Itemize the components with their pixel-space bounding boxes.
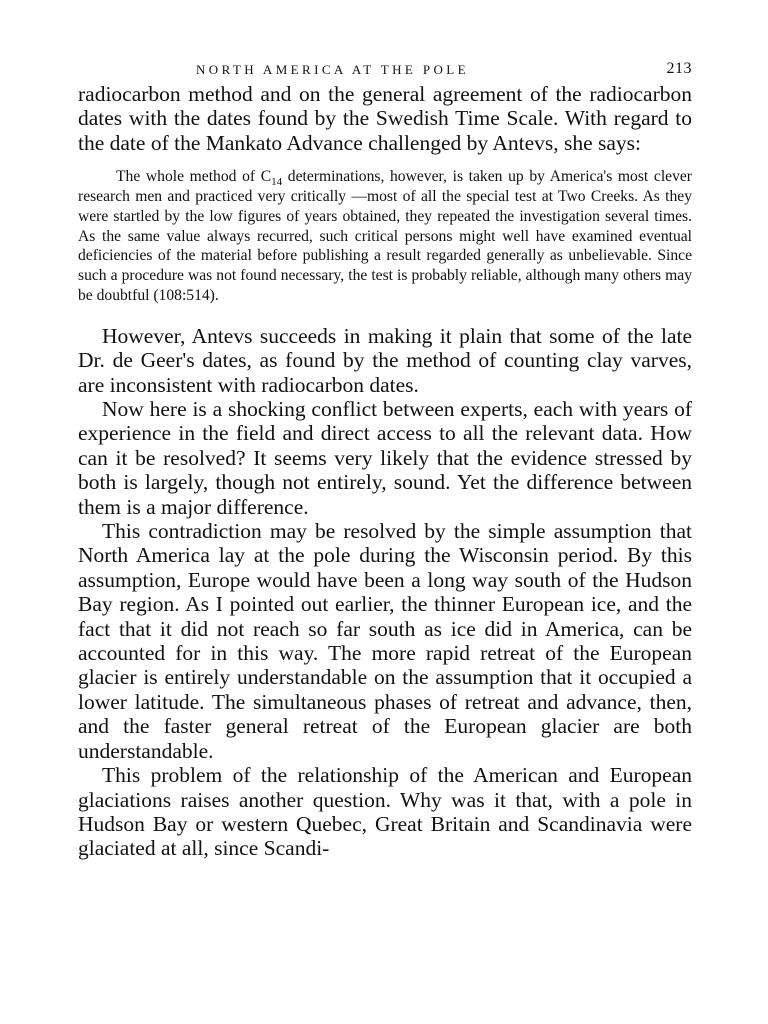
quote-text-rest: determinations, however, is taken up by America's most clever research men and practiced very critically —most of all the special test at Two Creeks. As they were startled by the low figures of years obtained, they repeated the investigation several times. As the same value always recurred, such critical persons might well have examined eventual deficiencies of the material before publishing a result regarded generally as unbelievable. Since such a procedure was not found necessary, the test is probably reliable, although many others may be doubtful (108:514).: [78, 168, 692, 304]
running-head: [78, 58, 692, 82]
carbon-subscript: 14: [271, 176, 283, 189]
paragraph-relationship: This problem of the relationship of the American and European glaciations raises another question. Why was it that, with a pole in Hudson Bay or western Quebec, Great Britain and Scandinavia were glaciated at all, since Scandi-: [78, 763, 692, 861]
quote-text-start: The whole method of C: [116, 168, 272, 186]
paragraph-conflict: Now here is a shocking conflict between experts, each with years of experience in the field and direct access to all the relevant data. How can it be resolved? It seems very likely that the evidence stressed by both is largely, though not entirely, sound. Yet the difference between them is a major difference.: [78, 397, 692, 519]
paragraph-antevs: However, Antevs succeeds in making it plain that some of the late Dr. de Geer's dates, as found by the method of counting clay varves, are inconsistent with radiocarbon dates.: [78, 323, 692, 397]
paragraph-continued: radiocarbon method and on the general agreement of the radiocarbon dates with the dates found by the Swedish Time Scale. With regard to the date of the Mankato Advance challenged by Antevs, she says:: [78, 82, 692, 155]
page-number: 213: [666, 60, 692, 77]
book-page: [78, 58, 692, 861]
paragraph-contradiction: This contradiction may be resolved by the simple assumption that North America lay at the pole during the Wisconsin period. By this assumption, Europe would have been a long way south of the Hudson Bay region. As I pointed out earlier, the thinner European ice, and the fact that it did not reach so far south as ice did in America, can be accounted for in this way. The more rapid retreat of the European glacier is entirely understandable on the assumption that it occupied a lower latitude. The simultaneous phases of retreat and advance, then, and the faster general retreat of the European glacier are both understandable.: [78, 519, 692, 763]
block-quote: [78, 167, 692, 306]
running-title: NORTH AMERICA AT THE POLE: [196, 62, 469, 77]
